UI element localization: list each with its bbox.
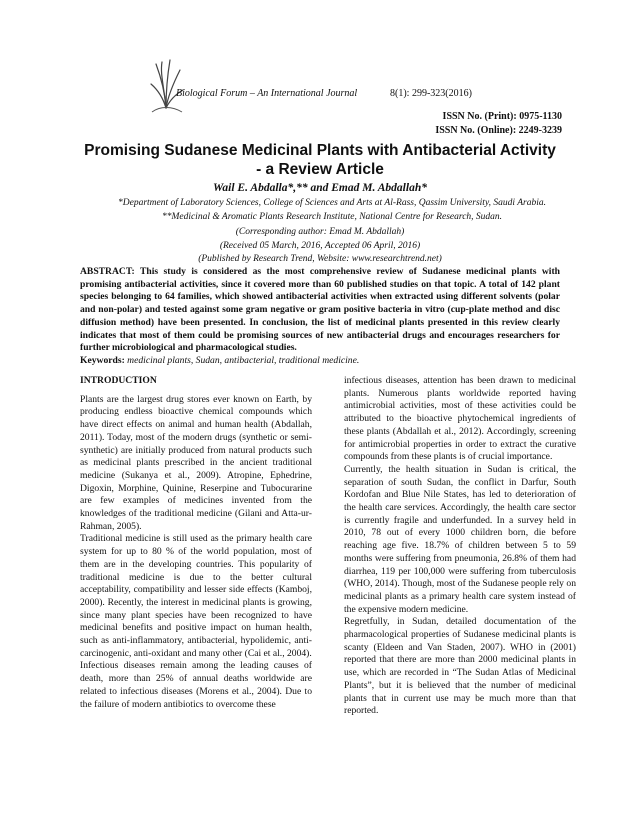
paragraph: Plants are the largest drug stores ever known on Earth, by producing endless bioactive chemical compounds which have direct effects on animal and human health (Abdallah, 2011). Today, most of the modern drugs (synthetic or semi-synthetic) are initially produced from natural products such as medicinal plants prescribed in the ancient traditional medicine (Sukanya et al., 2009). Atropine, Ephedrine, Digoxin, Morphine, Quinine, Reserpine and Tubocurarine are few examples of medicines invented from the knowledges of the traditional medicine (Gilani and Atta-ur-Rahman, 2005). [80, 393, 312, 532]
publisher-line: (Published by Research Trend, Website: www.researchtrend.net) [198, 254, 442, 264]
journal-logo-icon [148, 56, 184, 116]
affiliation-1: *Department of Laboratory Sciences, College of Sciences and Arts at Al-Rass, Qassim University, Saudi Arabia. [118, 198, 546, 208]
left-column [80, 375, 312, 711]
abstract: ABSTRACT: This study is considered as the most comprehensive review of Sudanese medicinal plants with promising antibacterial activities, since it covered more than 60 published studies on that topic. A total of 142 plant species belonging to 64 families, which showed antibacterial activities when extracted using different solvents (polar and non-polar) and tested against some gram negative or gram positive bacteria in vitro (cup-plate method and disc diffusion method) have been presented. In conclusion, the list of medicinal plants presented in this review clearly indicates that most of them could be promising sources of new antibacterial drugs and encourages researchers for further microbiological and pharmacological studies. [80, 266, 560, 354]
issn-print: ISSN No. (Print): 0975-1130 [442, 111, 562, 122]
corresponding-author: (Corresponding author: Emad M. Abdallah) [235, 227, 405, 237]
paragraph: Traditional medicine is still used as the primary health care system for up to 80 % of the world population, most of them are in the developing countries. This popularity of traditional medicine is due to the better cultural acceptability, compatibility and lesser side effects (Kamboj, 2000). Recently, the interest in medicinal plants is growing, since many plant species have been recognized to have medicinal benefits and positive impact on human health, such as anti-inflammatory, antibacterial, hypolidemic, anti-carcinogenic, anti-oxidant and many other (Cai et al., 2004). [80, 533, 312, 659]
issn-online: ISSN No. (Online): 2249-3239 [435, 125, 562, 136]
journal-volume: 8(1): 299-323(2016) [390, 88, 472, 99]
journal-name: Biological Forum – An International Journal [176, 88, 358, 99]
keywords [80, 355, 560, 367]
keywords-label: Keywords: [80, 355, 125, 366]
keywords-value: medicinal plants, Sudan, antibacterial, traditional medicine. [127, 355, 360, 366]
paragraph: Currently, the health situation in Sudan is critical, the separation of south Sudan, the conflict in Darfur, South Kordofan and Blue Nile States, has led to deterioration of the health care services. Accordingly, the health care sector is currently fragile and underfunded. In a survey held in 2010, 78 out of every 1000 children born, die before reaching age five. 18.7% of children between 5 to 59 months were suffering from pneumonia, 26.8% of them had diarrhea, 119 per 100,000 were suffering from tuberculosis (WHO, 2014). Though, most of the Sudanese people rely on medicinal plants as a primary health care system instead of the expensive modern medicine. [344, 463, 576, 615]
paragraph: Infectious diseases remain among the leading causes of death, more than 25% of annual deaths worldwide are related to infectious diseases (Morens et al., 2004). Due to the failure of modern antibiotics to overcome these [80, 660, 312, 710]
section-heading-introduction: INTRODUCTION [80, 375, 157, 386]
received-dates: (Received 05 March, 2016, Accepted 06 April, 2016) [219, 241, 421, 251]
right-column [344, 375, 576, 718]
journal-line [176, 88, 476, 99]
paragraph: Regretfully, in Sudan, detailed documentation of the pharmacological properties of Sudanese medicinal plants is scanty (Eldeen and Van Staden, 2007). WHO in (2001) reported that there are more than 2000 medicinal plants in use, which are recorded in “The Sudan Atlas of Medicinal Plants”, but it is believed that the number of medicinal plants that in current use may be much more than that reported. [344, 616, 576, 717]
paragraph: infectious diseases, attention has been drawn to medicinal plants. Numerous plants worldwide reported having antimicrobial activities, most of these activities could be attributed to the bioactive phytochemical ingredients of these plants (Abdallah et al., 2012). Accordingly, screening for antimicrobial properties in order to extract the curative compounds from these plants is of crucial importance. [344, 375, 576, 463]
authors: Wail E. Abdalla*,** and Emad M. Abdallah* [213, 182, 427, 194]
paper-title: Promising Sudanese Medicinal Plants with Antibacterial Activity - a Review Article [84, 142, 556, 178]
affiliation-2: **Medicinal & Aromatic Plants Research Institute, National Centre for Research, Sudan. [161, 212, 503, 222]
